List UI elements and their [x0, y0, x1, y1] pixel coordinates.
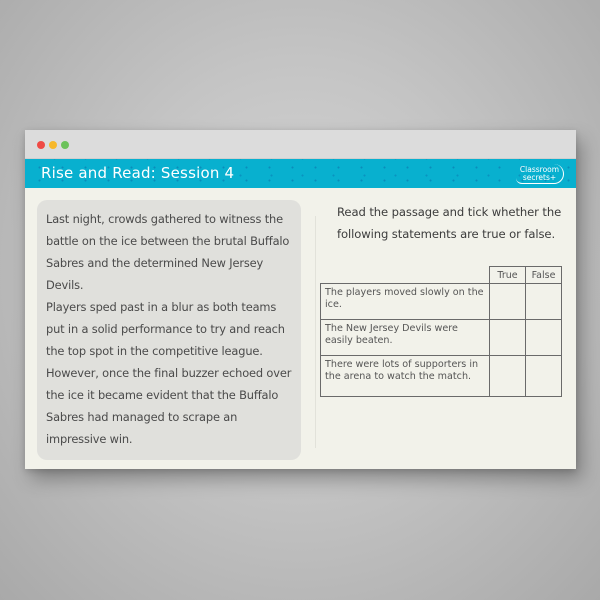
- close-window-icon[interactable]: [37, 141, 45, 149]
- false-tick-box[interactable]: [526, 356, 562, 397]
- passage-paragraph: Last night, crowds gathered to witness the battle on the ice between the brutal Buffalo Sabres and the determined New Jersey Devils.: [46, 212, 290, 292]
- false-tick-box[interactable]: [526, 284, 562, 320]
- logo-line-2: secrets+: [522, 172, 557, 182]
- header-blank: [321, 267, 490, 284]
- true-false-table: [320, 266, 562, 397]
- task-instructions: Read the passage and tick whether the following statements are true or false.: [337, 205, 562, 241]
- slide-title: Rise and Read: Session 4: [41, 164, 235, 182]
- table-header-row: [321, 267, 562, 284]
- table-row: [321, 356, 562, 397]
- slide-window: [25, 130, 576, 469]
- classroom-secrets-logo: [516, 164, 564, 184]
- reading-passage: [37, 200, 301, 460]
- statement-cell: There were lots of supporters in the arena to watch the match.: [321, 356, 490, 397]
- column-divider: [315, 216, 316, 448]
- header-true: True: [490, 267, 526, 284]
- title-banner: [25, 159, 576, 188]
- table-row: [321, 320, 562, 356]
- window-titlebar: [25, 130, 576, 159]
- minimize-window-icon[interactable]: [49, 141, 57, 149]
- statement-cell: The New Jersey Devils were easily beaten.: [321, 320, 490, 356]
- true-tick-box[interactable]: [490, 320, 526, 356]
- true-tick-box[interactable]: [490, 356, 526, 397]
- statement-cell: The players moved slowly on the ice.: [321, 284, 490, 320]
- table-row: [321, 284, 562, 320]
- true-tick-box[interactable]: [490, 284, 526, 320]
- header-false: False: [526, 267, 562, 284]
- passage-paragraph: Players sped past in a blur as both teams put in a solid performance to try and reach the top spot in the competitive league.: [46, 300, 285, 358]
- maximize-window-icon[interactable]: [61, 141, 69, 149]
- false-tick-box[interactable]: [526, 320, 562, 356]
- logo-line-1: Classroom: [519, 165, 560, 174]
- passage-paragraph: However, once the final buzzer echoed over the ice it became evident that the Buffalo Sabres had managed to scrape an impressive win.: [46, 366, 292, 446]
